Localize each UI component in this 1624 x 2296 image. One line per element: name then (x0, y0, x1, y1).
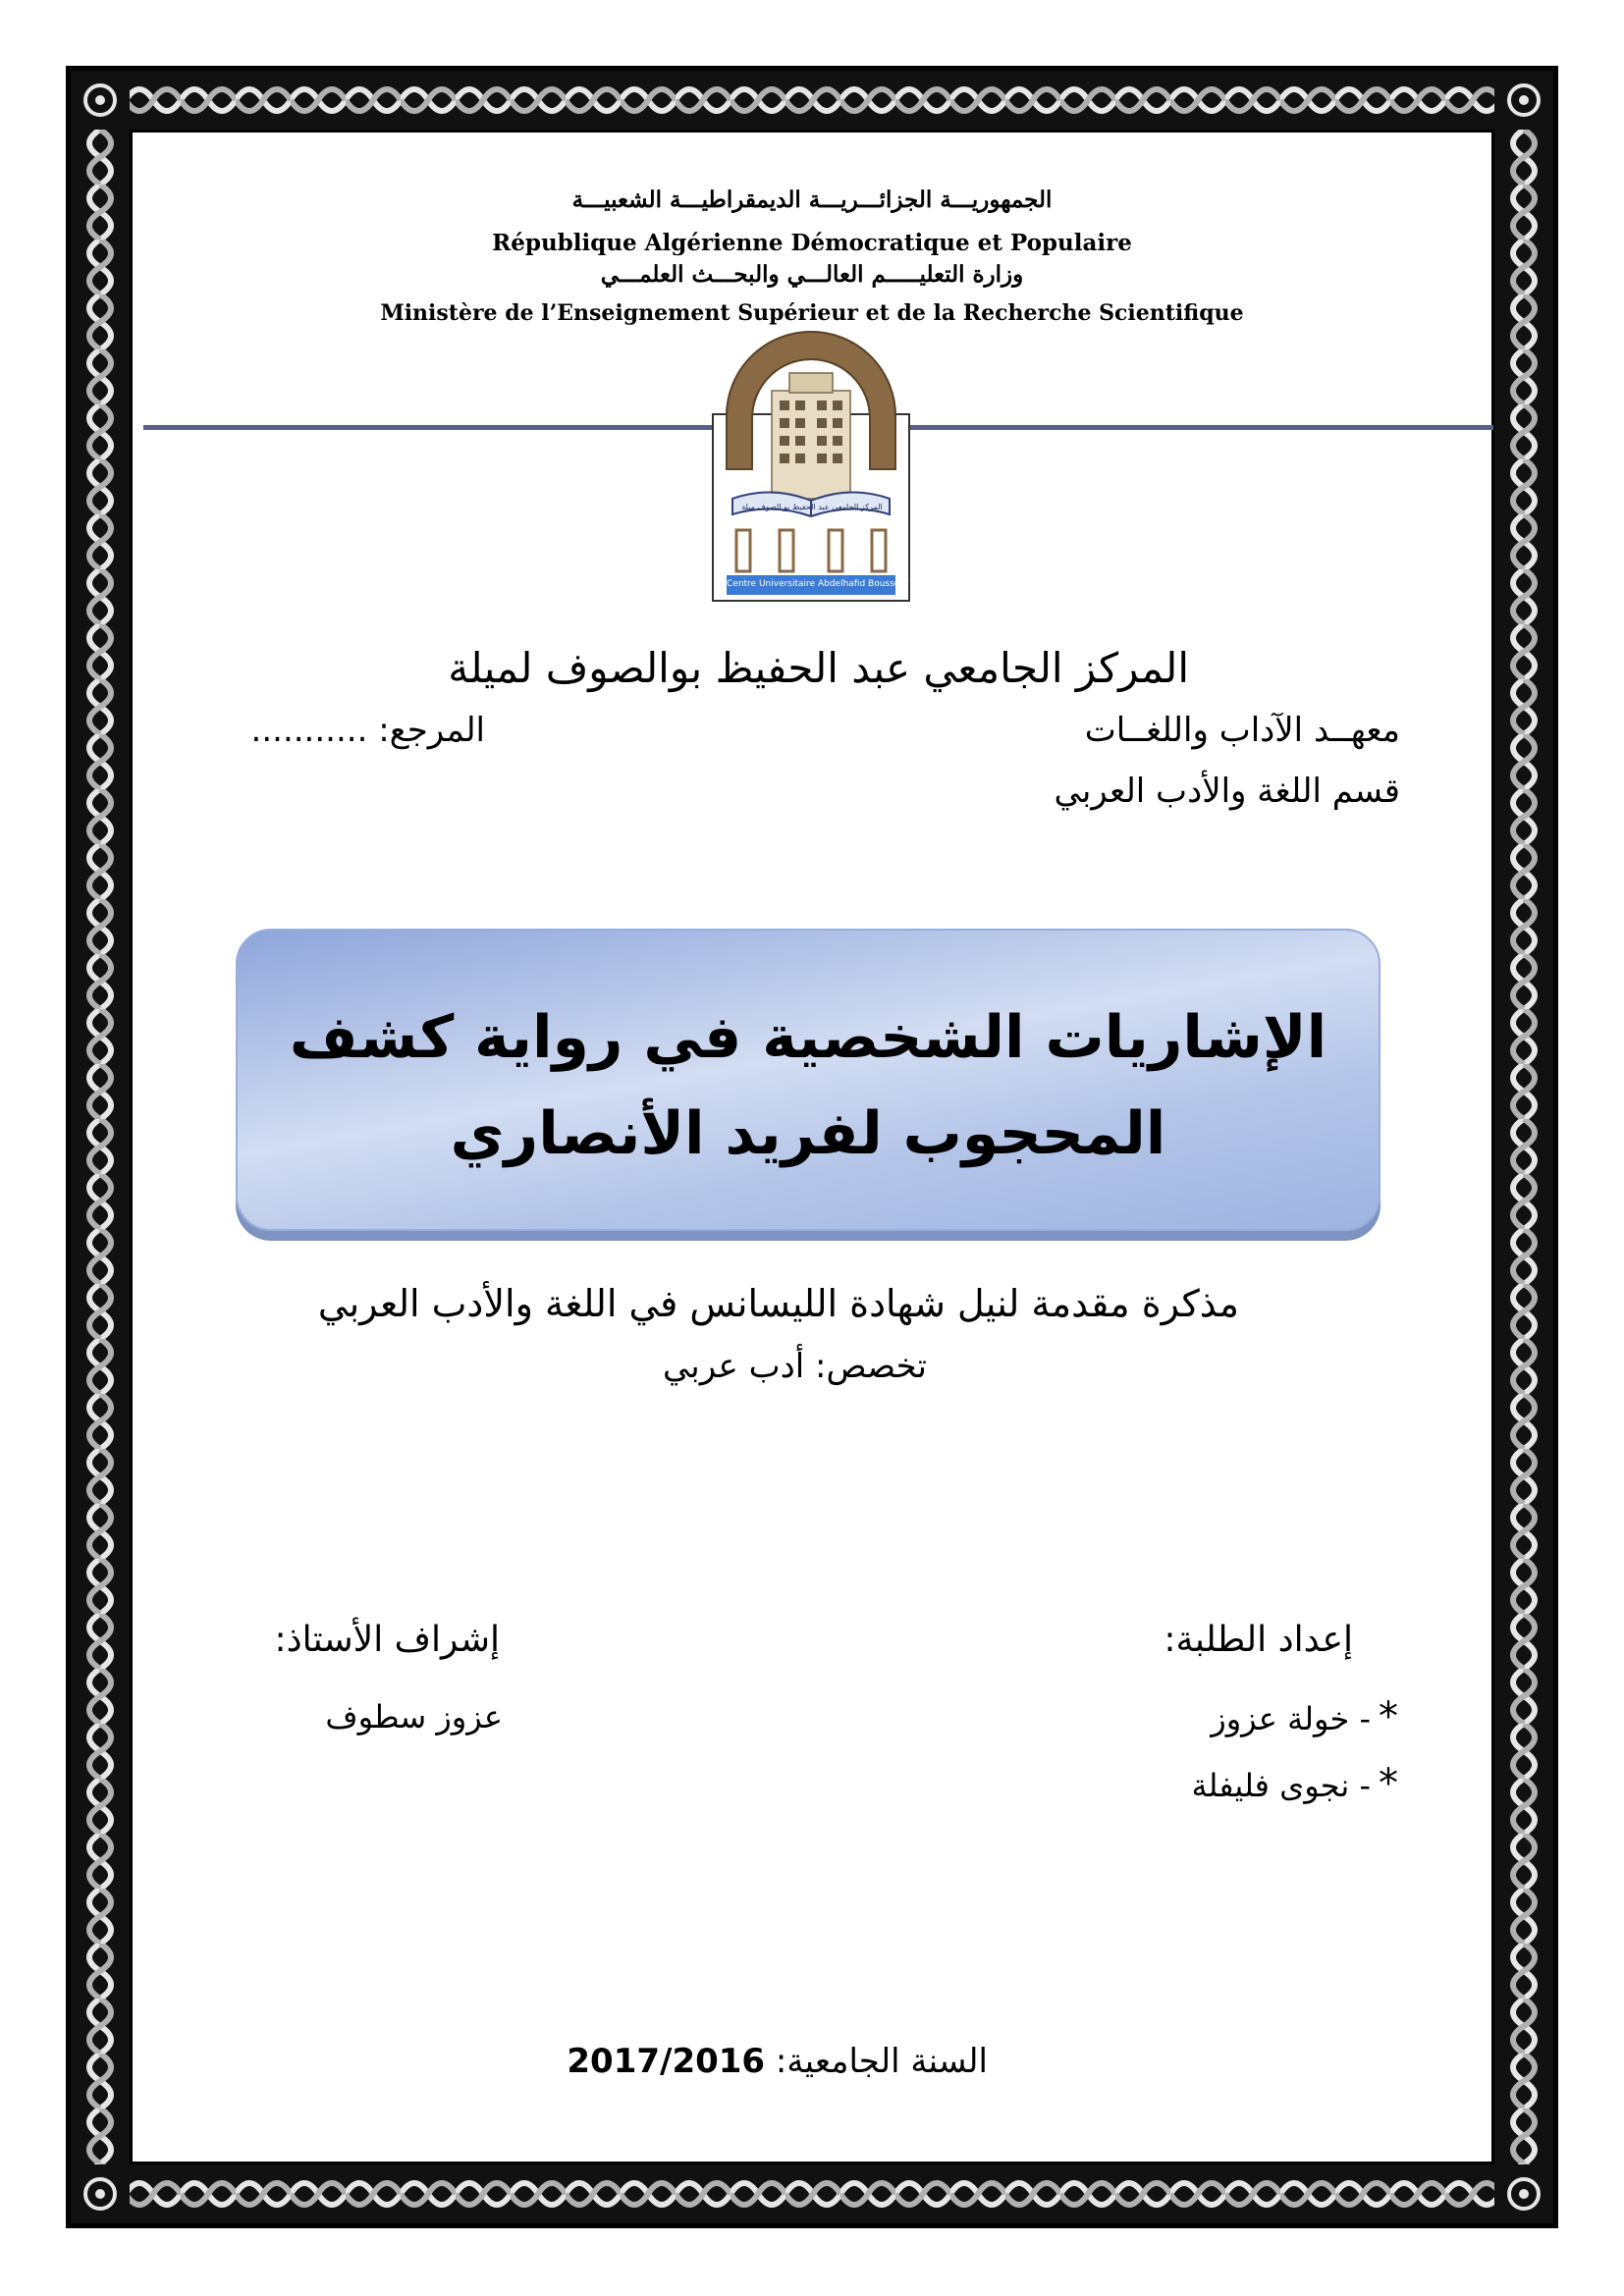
republic-name-arabic: الجمهوريـــة الجزائـــريـــة الديمقراطيـــة الشعبيـــة (571, 187, 1053, 213)
academic-year-label: السنة الجامعية: (765, 2042, 988, 2081)
supervisor-name: عزوز سطوف (325, 1698, 503, 1735)
university-logo-icon (713, 322, 930, 601)
thesis-specialty: تخصص: أدب عربي (662, 1347, 927, 1386)
faculty-name: معهــد الآداب واللغــات (1084, 711, 1400, 750)
student-name-text: - نجوى فليفلة (1191, 1767, 1371, 1804)
student-name-text: - خولة عزوز (1211, 1700, 1371, 1737)
frame-corner-ornament-icon (1494, 71, 1553, 130)
frame-border-top (71, 71, 1553, 130)
supervisor-label: إشراف الأستاذ: (274, 1620, 500, 1660)
frame-border-left (71, 130, 130, 2164)
academic-year (567, 2042, 988, 2081)
student-name-1 (1211, 1694, 1398, 1739)
logo-latin-caption: Centre Universitaire Abdelhafid Boussouf Mila (727, 579, 930, 589)
reference-field: المرجع: ........... (250, 711, 485, 750)
university-logo (713, 322, 930, 601)
frame-corner-ornament-icon (1494, 2164, 1553, 2223)
ministry-name-arabic: وزارة التعليـــــم العالـــي والبحـــث العلمـــي (600, 261, 1024, 288)
republic-name-french: République Algérienne Démocratique et Populaire (492, 230, 1132, 256)
department-name: قسم اللغة والأدب العربي (1054, 772, 1400, 811)
frame-border-right (1494, 130, 1553, 2164)
bullet-star-icon: * (1379, 1761, 1398, 1806)
frame-border-bottom (71, 2164, 1553, 2223)
frame-corner-ornament-icon (71, 2164, 130, 2223)
students-label: إعداد الطلبة: (1164, 1620, 1353, 1660)
academic-year-value: 2017/2016 (567, 2042, 766, 2081)
frame-corner-ornament-icon (71, 71, 130, 130)
thesis-title-line-1: الإشاريات الشخصية في رواية كشف (289, 1003, 1327, 1072)
student-name-2 (1191, 1761, 1398, 1806)
institution-name: المركز الجامعي عبد الحفيظ بوالصوف لميلة (448, 644, 1189, 692)
thesis-title-box (236, 929, 1380, 1231)
logo-arabic-caption: المركز الجامعي عبد الحفيظ بو الصوف ميلة (741, 503, 883, 511)
thesis-title-line-2: المحجوب لفريد الأنصاري (450, 1099, 1166, 1168)
thesis-degree-statement: مذكرة مقدمة لنيل شهادة الليسانس في اللغة والأدب العربي (317, 1282, 1239, 1325)
ministry-name-french: Ministère de l’Enseignement Supérieur et de la Recherche Scientifique (380, 300, 1244, 326)
bullet-star-icon: * (1379, 1694, 1398, 1739)
